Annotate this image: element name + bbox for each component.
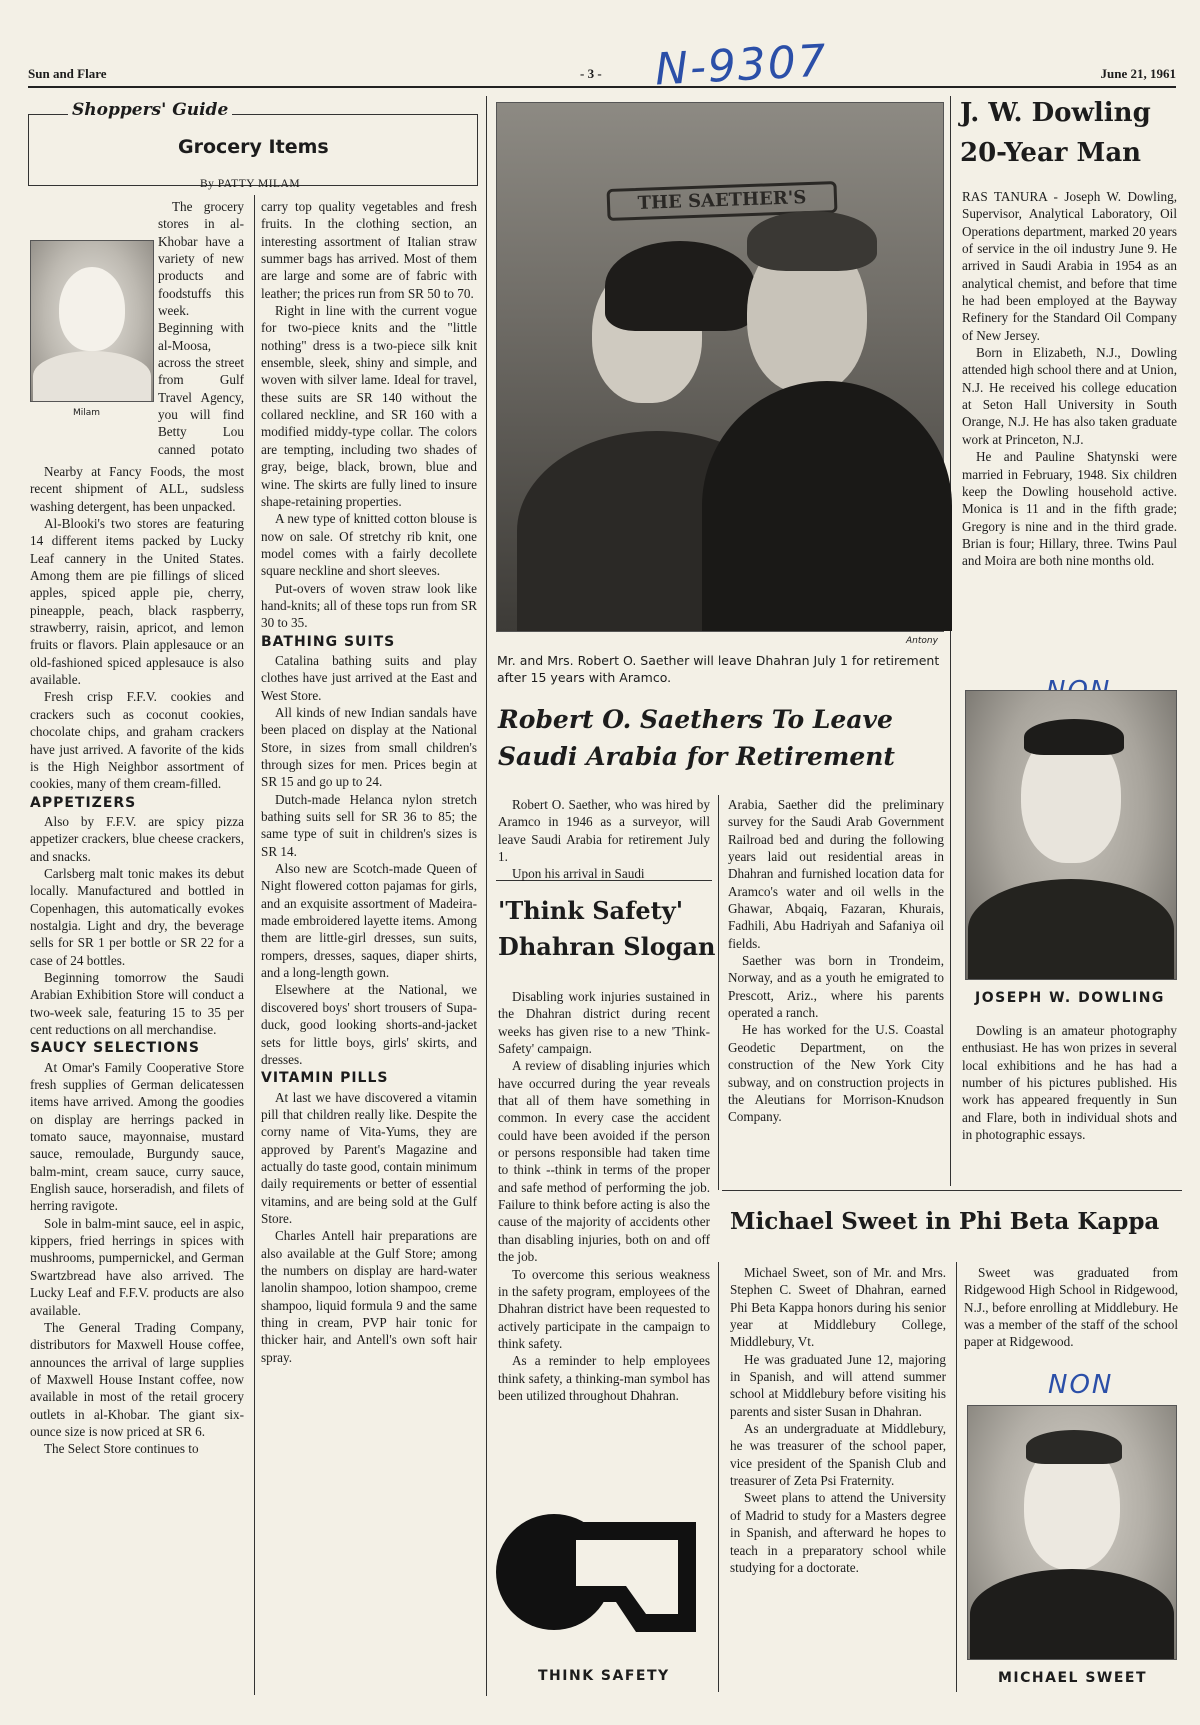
paragraph: As an undergraduate at Middlebury, he was treasurer of the school paper, vice president of the Spanish Club and treasurer of Zeta Psi Fraternity. [730, 1421, 946, 1489]
shoppers-col-1-cont [30, 463, 244, 1458]
milam-photo-caption: Milam [73, 408, 101, 418]
saether-headline-1: Robert O. Saethers To Leave [498, 705, 893, 734]
paragraph: Born in Elizabeth, N.J., Dowling attended high school there and at Union, N.J. He received his college education at Seton Hall University in South Orange, N.J. He has also taken graduate work at Princeton, N.J. [962, 345, 1177, 447]
issue-date: June 21, 1961 [1100, 66, 1176, 81]
paragraph: Upon his arrival in Saudi [512, 866, 645, 882]
sweet-col-left [730, 1264, 946, 1576]
paragraph: Saether was born in Trondeim, Norway, and as a youth he emigrated to Prescott, Ariz., where his parents operated a ranch. [728, 953, 944, 1021]
saether-photo [496, 102, 944, 632]
shoppers-col-1 [30, 198, 244, 460]
handwritten-code: N-9307 [653, 35, 829, 96]
photo-credit: Antony [906, 636, 938, 646]
page-number: - 3 - [580, 66, 602, 81]
paragraph: At last we have discovered a vitamin pill that children really like. Despite the corny name of Vita-Yums, they are approved by Parent's Magazine and actually do taste good, contain minimum daily requirements or better of essential vitamins, and are being sold at the Gulf Store. [261, 1089, 477, 1226]
paragraph: Robert O. Saether, who was hired by Aramco in 1946 as a surveyor, will leave Saudi Arabia for retirement July 1. [498, 797, 710, 865]
paragraph: Also new are Scotch-made Queen of Night flowered cotton pajamas for girls, and an exquisite assortment of Madeira-made embroidered layette items. Among them are little-girl dresses, sun suits, rompers, dresses, saques, diaper shirts, and a long-length gown. [261, 861, 477, 981]
saether-headline-2: Saudi Arabia for Retirement [498, 742, 895, 771]
subhead-bathing: BATHING SUITS [261, 633, 396, 650]
paragraph: He and Pauline Shatynski were married in February, 1948. Six children keep the Dowling household active. Monica is 11 and in the fifth grade; Gregory is nine and in the third grade. Brian is four; Hillary, three. Twins Paul and Moira are both nine months old. [962, 449, 1177, 569]
paragraph: All kinds of new Indian sandals have been placed on display at the National Store, in sizes from small children's through sizes for men. Prices begin at SR 15 and go up to 24. [261, 704, 477, 790]
dowling-headline-1: J. W. Dowling [960, 98, 1151, 128]
masthead-rule [28, 86, 1176, 88]
paragraph: He has worked for the U.S. Coastal Geodetic Department, on the construction of the New York City subway, and on construction projects in the Aleutians for Morrison-Knudson Company. [728, 1022, 944, 1125]
shoppers-guide-title: Grocery Items [178, 136, 329, 158]
subhead-appetizers: APPETIZERS [30, 794, 137, 811]
subhead-vitamin: VITAMIN PILLS [261, 1070, 389, 1087]
sweet-handwritten-mark: NON [1048, 1370, 1114, 1400]
dowling-photo [965, 690, 1177, 980]
column-rule-6 [254, 195, 255, 1695]
dowling-col-2 [962, 1022, 1177, 1143]
paragraph: Sole in balm-mint sauce, eel in aspic, kippers, fried herrings in spices with mushrooms, pumpernickel, and German Swartzbread have also arrived. The Lucky Leaf and F.F.V. products are also available. [30, 1215, 244, 1318]
saether-photo-caption: Mr. and Mrs. Robert O. Saether will leave Dhahran July 1 for retirement after 15 years with Aramco. [497, 653, 940, 685]
paragraph: To overcome this serious weakness in the safety program, employees of the Dhahran district have been requested to actively participate in the campaign to think safety. [498, 1266, 710, 1351]
paragraph: Dutch-made Helanca nylon stretch bathing suits sell for SR 36 to 85; the same type of suit in children's sizes is SR 14. [261, 791, 477, 859]
dowling-photo-caption: JOSEPH W. DOWLING [975, 990, 1165, 1006]
paragraph: Al-Blooki's two stores are featuring 14 different items packed by Lucky Leaf cannery in the United States. Among them are pie fillings of sliced apples, spiced apple pie, cherry, pineapple, peach, black raspberry, strawberry, raisin, apricot, and lemon fruits or flavors. Plain applesauce or an old-fashioned spiced applesauce is also available. [30, 516, 244, 688]
sweet-photo-caption: MICHAEL SWEET [998, 1670, 1148, 1686]
safety-col [498, 988, 710, 1404]
paragraph: Elsewhere at the National, we discovered boys' short trousers of Supa-duck, good looking shorts-and-jacket sets for little boys, girls' skirts, and dresses. [261, 982, 477, 1067]
paragraph: Michael Sweet, son of Mr. and Mrs. Stephen C. Sweet of Dhahran, earned Phi Beta Kappa honors during his senior year at Middlebury College, Middlebury, Vt. [730, 1265, 946, 1350]
saether-sign: THE SAETHER'S [607, 181, 838, 221]
safety-headline-1: 'Think Safety' [498, 896, 684, 925]
paper-name: Sun and Flare [28, 66, 107, 81]
subhead-saucy: SAUCY SELECTIONS [30, 1040, 201, 1057]
sweet-col-right [964, 1264, 1178, 1351]
paragraph: Arabia, Saether did the preliminary survey for the Saudi Arab Government Railroad bed and during the following years laid out residential areas in Dhahran and furnished location data for Aramco's water and oil wells in the Ghawar, Abqaiq, Fazaran, Khurais, Fadhili, Abu Hadriyah and Safaniya oil fields. [728, 797, 944, 951]
paragraph: Nearby at Fancy Foods, the most recent shipment of ALL, sudsless washing detergent, has been unpacked. [30, 464, 244, 514]
think-safety-symbol [496, 1482, 696, 1662]
paragraph: carry top quality vegetables and fresh fruits. In the clothing section, an interesting assortment of Italian straw summer bags has arrived. Most of them are large and some are of fabric with leather; the prices run from SR 50 to 70. [261, 199, 477, 301]
sweet-photo [967, 1405, 1177, 1660]
paragraph: Sweet plans to attend the University of Madrid to study for a Masters degree in Spanish, and afterward he hopes to teach in a preparatory school while studying for a doctorate. [730, 1490, 946, 1575]
column-rule-5 [956, 1262, 957, 1692]
paragraph: Carlsberg malt tonic makes its debut locally. Manufactured and bottled in Copenhagen, this automatically evokes nostalgia. Light and dry, the beverage sells for SR 1 per bottle or SR 22 for a case of 24 bottles. [30, 865, 244, 968]
shoppers-guide-kicker: Shoppers' Guide [68, 100, 232, 120]
paragraph: Put-overs of woven straw look like hand-knits; all of these tops run from SR 30 to 35. [261, 580, 477, 631]
column-rule-3 [718, 795, 719, 1190]
column-rule-1 [486, 96, 487, 1696]
paragraph: Fresh crisp F.F.V. cookies and crackers such as coconut cookies, chocolate chips, and graham crackers have just arrived. A favorite of the kids is the High Neighbor assortment of cookies, many of them cream-filled. [30, 689, 244, 792]
byline: By PATTY MILAM [200, 178, 301, 190]
paragraph: The Select Store continues to [44, 1441, 199, 1457]
think-safety-caption: THINK SAFETY [538, 1668, 670, 1684]
saether-col-right [728, 796, 944, 1126]
paragraph: The grocery stores in al-Khobar have a variety of new products and foodstuffs this week. Beginning with al-Moosa, across the street from Gulf Travel Agency, you will find Betty Lou canned potato [158, 199, 244, 457]
saether-col-left [498, 796, 710, 883]
paragraph: Charles Antell hair preparations are also available at the Gulf Store; among the numbers on display are hard-water lanolin shampoo, lotion shampoo, creme shampoo, liquid formula 9 and the same thing in cream, PVP hair tonic for thicker hair, and Antell's own soft hair spray. [261, 1228, 477, 1365]
paragraph: Right in line with the current vogue for two-piece knits and the "little nothing" dress is a two-piece silk knit ensemble, sleek, shiny and simple, and woven with silver lame. Ideal for travel, these suits are SR 140 without the collared neckline, and SR 160 with a modified middy-type collar. The colors are tempting, including two shades of gray, beige, black, brown, blue and wine. The skirts are fully lined to insure shape-retaining properties. [261, 303, 477, 509]
paragraph: Dowling is an amateur photography enthusiast. He has won prizes in several local exhibitions and he has had a number of his pictures published. His work has appeared frequently in Sun and Flare, both in individual shots and in photographic essays. [962, 1023, 1177, 1143]
paragraph: Sweet was graduated from Ridgewood High School in Ridgewood, N.J., before enrolling at Middlebury. He was a member of the staff of the school paper at Ridgewood. [964, 1265, 1178, 1350]
paragraph: At Omar's Family Cooperative Store fresh supplies of German delicatessen items have arrived. Among the goodies on display are herrings packed in tomato sauce, mayonnaise, mustard sauce, remoulade, Burgundy sauce, balm-mint, cream sauce, curry sauce, English sauce, horseradish, and filets of herring ravigote. [30, 1059, 244, 1214]
dowling-col [962, 188, 1177, 570]
sweet-headline: Michael Sweet in Phi Beta Kappa [730, 1208, 1160, 1235]
paragraph: RAS TANURA - Joseph W. Dowling, Supervisor, Analytical Laboratory, Oil Operations department, marked 20 years of service in the oil industry June 9. He arrived in Saudi Arabia in 1954 as an analytical chemist, and before that time he had been employed at the Bayway Refinery for the Standard Oil Company of New Jersey. [962, 189, 1177, 343]
paragraph: Also by F.F.V. are spicy pizza appetizer crackers, blue cheese crackers, and snacks. [30, 813, 244, 864]
column-rule-4 [718, 1262, 719, 1692]
paragraph: A review of disabling injuries which have occurred during the year reveals that all of them have something in common. In every case the accident could have been avoided if the person or persons responsible had taken time to think --think in terms of the proper and safe method of performing the job. Failure to think before acting is also the cause of the majority of accidents other than disabling injuries, both on and off the job. [498, 1058, 710, 1265]
paragraph: A new type of knitted cotton blouse is now on sale. Of stretchy rib knit, one model comes with a fairly decollete square neckline and short sleeves. [261, 511, 477, 579]
shoppers-col-2 [261, 198, 477, 1366]
paragraph: Beginning tomorrow the Saudi Arabian Exhibition Store will conduct a two-week sale, featuring 15 to 35 per cent reductions on all merchandise. [30, 969, 244, 1037]
paragraph: Disabling work injuries sustained in the Dhahran district during recent weeks has given rise to a new 'Think-Safety' campaign. [498, 989, 710, 1057]
paragraph: The General Trading Company, distributors for Maxwell House coffee, announces the arrival of large supplies of Maxwell House Instant coffee, now available in most of the retail grocery outlets in al-Khobar. The giant six-ounce size is now priced at SR 6. [30, 1319, 244, 1439]
paragraph: He was graduated June 12, majoring in Spanish, and will attend summer school at Middlebury before visiting his parents and sister Susan in Dhahran. [730, 1351, 946, 1419]
dowling-headline-2: 20-Year Man [960, 138, 1142, 168]
column-rule-2 [950, 96, 951, 1186]
paragraph: Catalina bathing suits and play clothes have just arrived at the East and West Store. [261, 652, 477, 703]
rule-above-sweet [722, 1190, 1182, 1191]
paragraph: As a reminder to help employees think safety, a thinking-man symbol has been utilized throughout Dhahran. [498, 1353, 710, 1403]
safety-headline-2: Dhahran Slogan [498, 932, 716, 961]
